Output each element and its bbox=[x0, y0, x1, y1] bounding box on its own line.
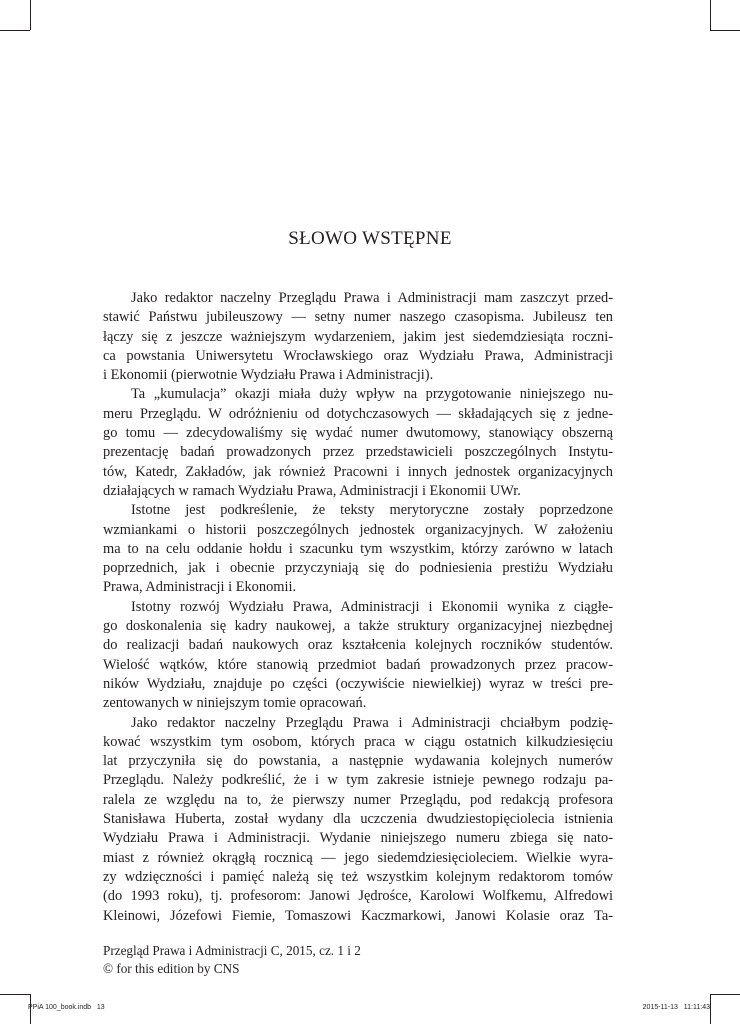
text-line: Przeglądu. Należy podkreślić, że i w tym zakresie istnieje pewnego rodzaju pa- bbox=[103, 772, 613, 789]
text-line: Wielość wątków, które stanowią przedmiot badań prowadzonych przez pracow- bbox=[103, 656, 613, 673]
text-line: ca powstania Uniwersytetu Wrocławskiego oraz Wydziału Prawa, Administracji bbox=[103, 347, 613, 364]
text-line: go tomu — zdecydowaliśmy się wydać numer dwutomowy, stanowiący obszerną bbox=[103, 425, 613, 442]
footer-note bbox=[103, 942, 361, 978]
text-line: wzmiankami o historii poszczególnych jednostek organizacyjnych. W założeniu bbox=[103, 521, 613, 538]
text-line: zentowanych w niniejszym tomie opracowań. bbox=[103, 695, 367, 712]
text-line: go doskonalenia się kadry naukowej, a także struktury organizacyjnej niezbędnej bbox=[103, 618, 613, 635]
crop-mark-top-left-h bbox=[0, 30, 30, 31]
crop-mark-bottom-right-h bbox=[710, 994, 740, 995]
text-line: ralela ze względu na to, że pierwszy numer Przeglądu, pod redakcją profesora bbox=[103, 791, 613, 808]
text-line: prezentację badań prowadzonych przez przedstawicieli poszczególnych Instytu- bbox=[103, 444, 613, 461]
text-line: stawić Państwu jubileuszowy — setny numer naszego czasopisma. Jubileusz ten bbox=[103, 309, 613, 326]
text-line: działających w ramach Wydziału Prawa, Administracji i Ekonomii UWr. bbox=[103, 482, 521, 499]
text-line: kować wszystkim tym osobom, których praca w ciągu ostatnich kilkudziesięciu bbox=[103, 733, 613, 750]
text-line: Wydziału Prawa i Administracji. Wydanie niniejszego numeru zbiega się nato- bbox=[103, 830, 613, 847]
text-line: ma to na celu oddanie hołdu i szacunku tym wszystkim, którzy zarówno w latach bbox=[103, 540, 613, 557]
text-line: Ta „kumulacja” okazji miała duży wpływ na przygotowanie niniejszego nu- bbox=[131, 386, 613, 403]
text-line: Istotny rozwój Wydziału Prawa, Administracji i Ekonomii wynika z ciągłe- bbox=[131, 598, 613, 615]
print-slug-timestamp: 2015-11-13 11:11:43 bbox=[642, 1004, 710, 1011]
footer-journal-line: Przegląd Prawa i Administracji C, 2015, cz. 1 i 2 bbox=[103, 943, 361, 958]
text-line: lat przyczyniła się do powstania, a następnie wydawania kolejnych numerów bbox=[103, 753, 613, 770]
text-line: Jako redaktor naczelny Przeglądu Prawa i Administracji chciałbym podzię- bbox=[131, 714, 613, 731]
text-line: (do 1993 roku), tj. profesorom: Janowi Jędrośce, Karolowi Wolfkemu, Alfredowi bbox=[103, 888, 613, 905]
crop-mark-bottom-left-h bbox=[0, 994, 30, 995]
text-line: do realizacji badań naukowych oraz kształcenia kolejnych roczników studentów. bbox=[103, 637, 613, 654]
text-line: Jako redaktor naczelny Przeglądu Prawa i Administracji mam zaszczyt przed- bbox=[131, 290, 613, 306]
text-line: poprzednich, jak i obecnie przyczyniają się do podniesienia prestiżu Wydziału bbox=[103, 560, 613, 577]
text-line: zy wdzięczności i pamięć należą się też wszystkim kolejnym redaktorom tomów bbox=[103, 868, 613, 885]
text-line: i Ekonomii (pierwotnie Wydziału Prawa i Administracji). bbox=[103, 367, 434, 384]
text-line: Stanisława Huberta, został wydany dla uczczenia dwudziestopięciolecia istnienia bbox=[103, 811, 613, 828]
footer-copyright-line: © for this edition by CNS bbox=[103, 961, 240, 976]
body-text bbox=[103, 289, 613, 926]
text-line: ników Wydziału, znajduje po części (oczywiście niewielkiej) wyraz w treści pre- bbox=[103, 675, 613, 692]
crop-mark-top-right bbox=[710, 0, 711, 30]
crop-mark-top-left bbox=[30, 0, 31, 30]
text-line: Prawa, Administracji i Ekonomii. bbox=[103, 579, 297, 596]
text-line: Istotne jest podkreślenie, że teksty merytoryczne zostały poprzedzone bbox=[131, 502, 613, 519]
print-slug-file: PPiA 100_book.indb 13 bbox=[28, 1004, 105, 1011]
text-line: tów, Katedr, Zakładów, jak również Pracowni i innych jednostek organizacyjnych bbox=[103, 463, 613, 480]
crop-mark-top-right-h bbox=[710, 30, 740, 31]
text-line: łączy się z jeszcze ważniejszym wydarzeniem, jakim jest siedemdziesiąta roczni- bbox=[103, 328, 613, 345]
text-line: Kleinowi, Józefowi Fiemie, Tomaszowi Kaczmarkowi, Janowi Kolasie oraz Ta- bbox=[103, 907, 613, 924]
text-line: meru Przeglądu. W odróżnieniu od dotychczasowych — składających się z jedne- bbox=[103, 405, 613, 422]
text-line: miast z również okrągłą rocznicą — jego siedemdziesięcioleciem. Wielkie wyra- bbox=[103, 849, 613, 866]
crop-mark-bottom-right bbox=[710, 994, 711, 1024]
page-title: SŁOWO WSTĘPNE bbox=[288, 228, 452, 249]
